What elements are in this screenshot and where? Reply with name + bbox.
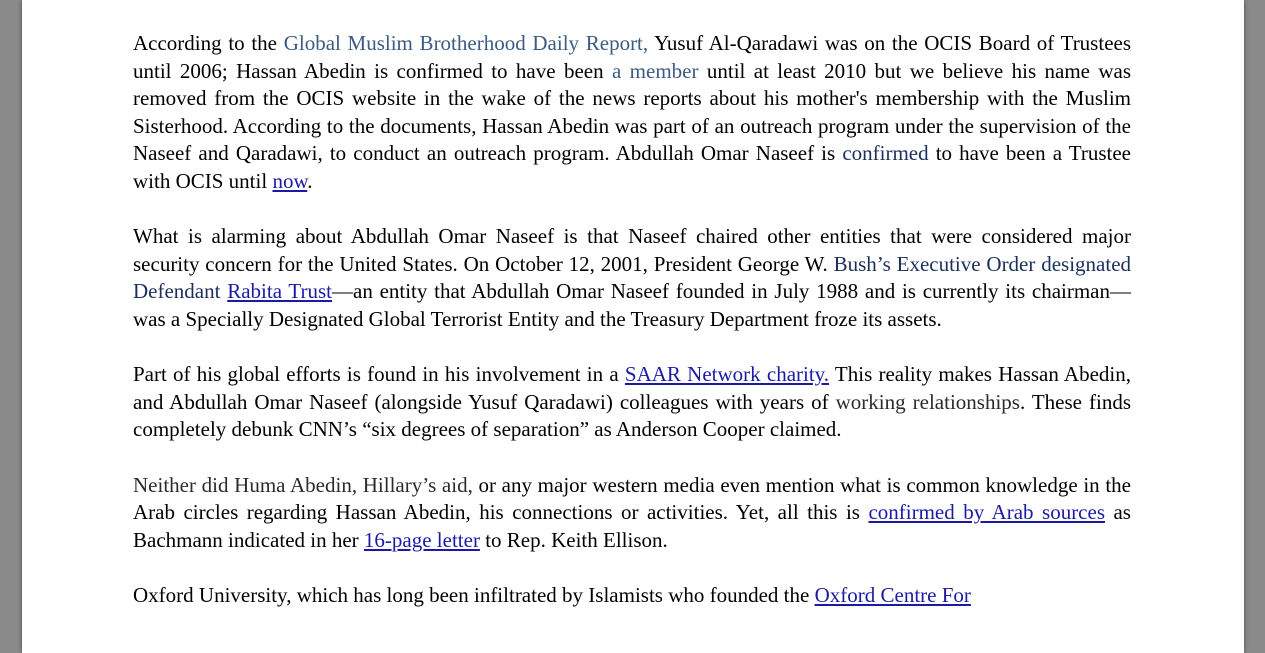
text: . These finds completely debunk CNN’s “six degrees of separation” as Anderson Cooper claimed. — [133, 389, 1132, 442]
text: According to the — [133, 31, 284, 55]
link-confirmed-by-arab-sources[interactable]: confirmed by Arab sources — [868, 500, 1105, 525]
text: Part of his global efforts is found in his involvement in a — [133, 362, 625, 387]
text: This reality makes Hassan Abedin, and Abdullah Omar Naseef (alongside Yusuf Qaradawi) colleagues with years of — [133, 362, 1131, 414]
text: working relationships — [835, 389, 1020, 414]
paragraph-1 — [133, 30, 1131, 196]
text: to have been a Trustee with OCIS until — [133, 141, 1131, 193]
text: Yusuf Al-Qaradawi was on the OCIS Board of Trustees until 2006; Hassan Abedin is confirmed to have been — [133, 31, 1132, 83]
paragraph-2 — [133, 223, 1131, 333]
paragraph-5 — [133, 582, 1131, 610]
link-oxford-centre-for[interactable]: Oxford Centre For — [814, 582, 971, 607]
paragraph-4 — [133, 472, 1131, 555]
text: . — [307, 168, 313, 193]
link-rabita-trust[interactable]: Rabita Trust — [227, 279, 332, 304]
text: What is alarming about Abdullah Omar Naseef is that Naseef chaired other entities that were considered major security concern for the United States. On October 12, 2001, President George W. — [133, 224, 1131, 276]
link-confirmed[interactable]: confirmed — [842, 141, 929, 166]
text: Oxford University, which has long been infiltrated by Islamists who founded the — [133, 582, 815, 607]
link-16-page-letter[interactable]: 16-page letter — [363, 527, 480, 552]
text: until at least 2010 but we believe his name was removed from the OCIS website in the wake of the news reports about his mother's membership with the Muslim Sisterhood. According to the documents, Hassan Abedin was part of an outreach program under the supervision of the Naseef and Qaradawi, to conduct an outreach program. Abdullah Omar Naseef is — [133, 58, 1132, 166]
document-body — [133, 30, 1131, 637]
text: to Rep. Keith Ellison. — [479, 527, 668, 552]
text: or any major western media even mention what is common knowledge in the Arab circles regarding Hassan Abedin, his connections or activities. Yet, all this is — [133, 472, 1131, 525]
link-now[interactable]: now — [272, 168, 308, 193]
link-a-member[interactable]: a member — [611, 58, 699, 83]
paragraph-3 — [133, 361, 1131, 444]
link-global-muslim-brotherhood-daily-report[interactable]: Global Muslim Brotherhood Daily Report, — [283, 31, 649, 55]
link-saar-network-charity[interactable]: SAAR Network charity. — [624, 362, 830, 387]
text: Neither did Huma Abedin, Hillary’s aid, — [133, 472, 473, 497]
text: as Bachmann indicated in her — [133, 500, 1131, 552]
document-page — [22, 0, 1244, 653]
text: —an entity that Abdullah Omar Naseef founded in July 1988 and is currently its chairman—was a Specially Designated Global Terrorist Entity and the Treasury Department froze its assets. — [133, 279, 1131, 331]
text: Bush’s Executive Order designated Defendant — [133, 251, 1132, 304]
